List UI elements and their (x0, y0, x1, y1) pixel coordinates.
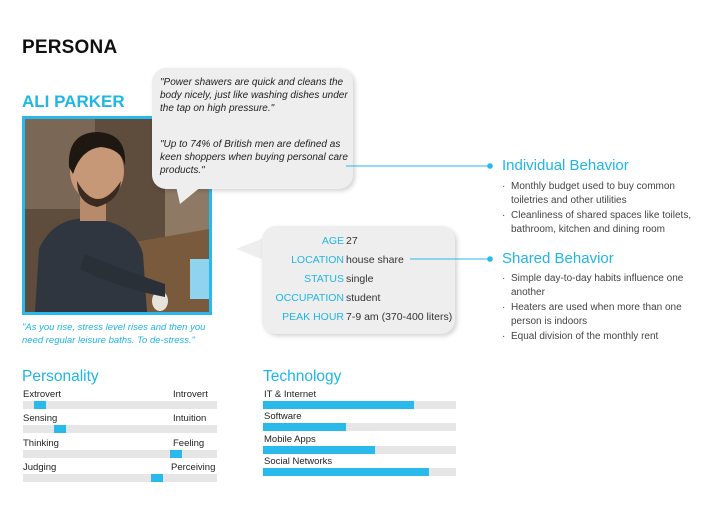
trait-marker (54, 425, 66, 433)
info-row-status (262, 273, 455, 291)
tech-fill (263, 468, 429, 476)
tech-fill (263, 401, 414, 409)
trait-left-label: Sensing (23, 413, 58, 424)
list-item: · Heaters are used when more than one person is indoors (502, 302, 682, 327)
trait-right-label: Perceiving (171, 462, 216, 473)
peak-hour-value: 7-9 am (370-400 liters) (346, 311, 453, 323)
tech-track (263, 423, 456, 431)
individual-behavior-title: Individual Behavior (502, 157, 629, 174)
connector-lines (340, 150, 500, 270)
tech-label: Mobile Apps (264, 434, 316, 445)
info-row-peak-hour (262, 311, 455, 329)
page-title: PERSONA (22, 37, 118, 58)
tech-label: Software (264, 411, 302, 422)
trait-track (23, 450, 217, 458)
tech-track (263, 401, 456, 409)
trait-marker (151, 474, 163, 482)
status-label: STATUS (304, 273, 344, 285)
info-row-occupation (262, 292, 455, 310)
personality-title: Personality (22, 368, 99, 385)
tech-label: Social Networks (264, 456, 333, 467)
trait-right-label: Introvert (173, 389, 208, 400)
tech-fill (263, 423, 346, 431)
peak-hour-label: PEAK HOUR (282, 311, 344, 323)
tech-track (263, 468, 456, 476)
shared-behavior-list (502, 272, 702, 346)
shared-behavior-title: Shared Behavior (502, 250, 614, 267)
status-value: single (346, 273, 374, 285)
tech-track (263, 446, 456, 454)
occupation-label: OCCUPATION (275, 292, 344, 304)
individual-behavior-list (502, 180, 707, 238)
trait-track (23, 425, 217, 433)
age-value: 27 (346, 235, 358, 247)
technology-title: Technology (263, 368, 342, 385)
trait-marker (170, 450, 182, 458)
list-item: · Simple day-to-day habits influence one another (502, 273, 684, 298)
trait-marker (34, 401, 46, 409)
trait-right-label: Intuition (173, 413, 207, 424)
tech-fill (263, 446, 375, 454)
location-label: LOCATION (291, 254, 344, 266)
list-item: · Cleanliness of shared spaces like toilets, bathroom, kitchen and dining room (502, 210, 692, 235)
trait-right-label: Feeling (173, 438, 205, 449)
quote-bubble-tail (176, 186, 206, 206)
occupation-value: student (346, 292, 381, 304)
trait-left-label: Judging (23, 462, 57, 473)
age-label: AGE (321, 235, 344, 247)
quote-bubble (152, 68, 353, 189)
list-item: · Monthly budget used to buy common toiletries and other utilities (502, 181, 675, 206)
location-value: house share (346, 254, 404, 266)
photo-caption: "As you rise, stress level rises and then you need regular leisure baths. To de-stress." (22, 322, 206, 346)
trait-track (23, 474, 217, 482)
trait-left-label: Thinking (23, 438, 59, 449)
trait-left-label: Extrovert (23, 389, 62, 400)
quote-text-2: "Up to 74% of British men are defined as keen shoppers when buying personal care products." (160, 139, 348, 176)
persona-name: ALI PARKER (22, 92, 125, 111)
quote-text-1: "Power shawers are quick and cleans the body nicely, just like washing dishes under the tap on high pressure." (160, 77, 348, 114)
tech-label: IT & Internet (264, 389, 317, 400)
trait-track (23, 401, 217, 409)
list-item: · Equal division of the monthly rent (502, 331, 659, 342)
